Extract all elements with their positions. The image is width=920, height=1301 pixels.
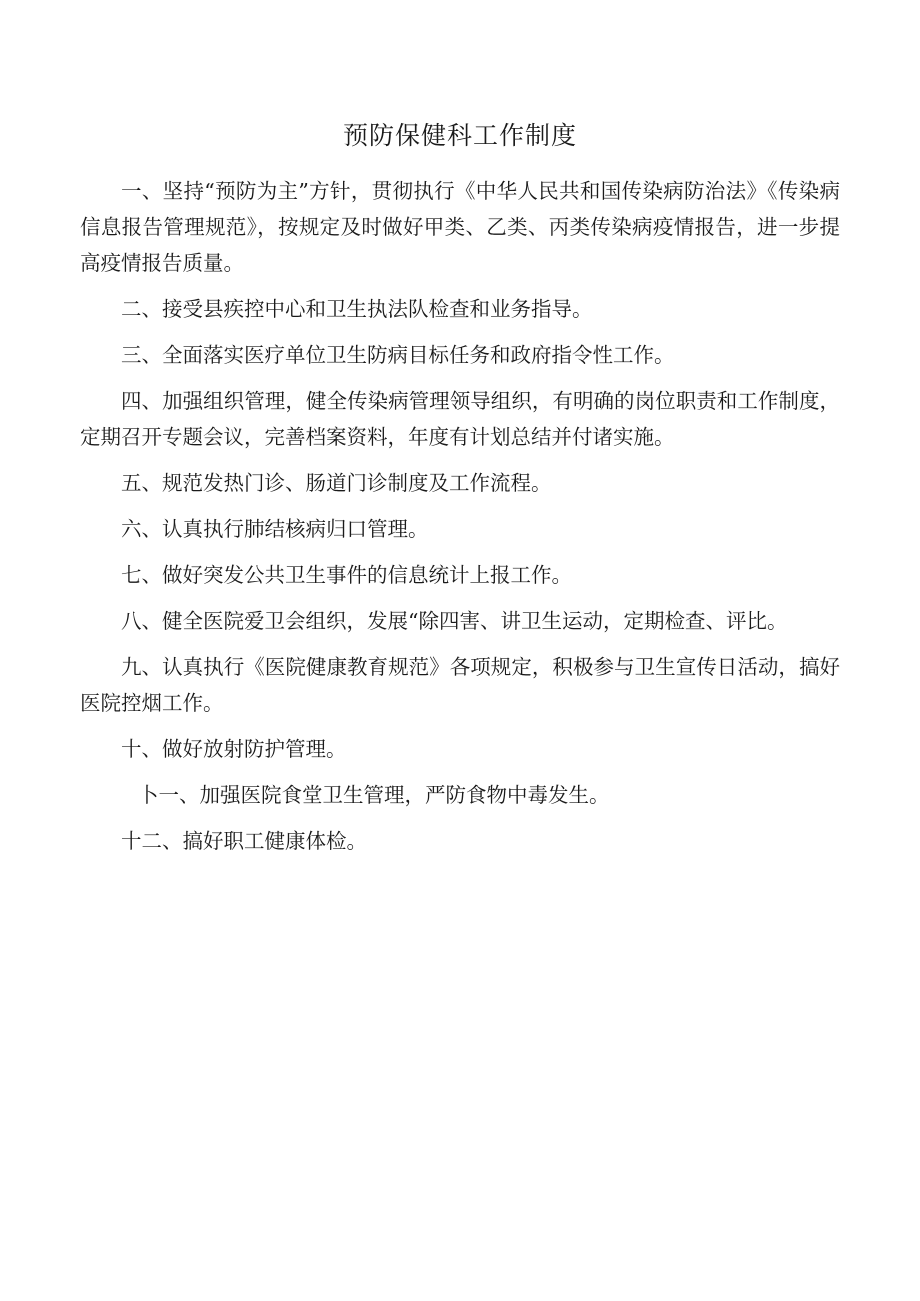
paragraph-2: 二、接受县疾控中心和卫生执法队检查和业务指导。 xyxy=(121,297,593,321)
paragraph-4: 四、加强组织管理，健全传染病管理领导组织，有明确的岗位职责和工作制度，定期召开专题会议，完善档案资料，年度有计划总结并付诸实施。 xyxy=(80,389,840,449)
document-title: 预防保健科工作制度 xyxy=(342,121,577,150)
paragraph-8: 八、健全医院爱卫会组织，发展“除四害、讲卫生运动，定期检查、评比。 xyxy=(121,609,788,633)
paragraph-1: 一、坚持“预防为主”方针，贯彻执行《中华人民共和国传染病防治法》《传染病信息报告管理规范》，按规定及时做好甲类、乙类、丙类传染病疫情报告，进一步提高疫情报告质量。 xyxy=(80,179,840,275)
paragraph-12: 十二、搞好职工健康体检。 xyxy=(121,829,367,853)
paragraph-3: 三、全面落实医疗单位卫生防病目标任务和政府指令性工作。 xyxy=(121,343,675,367)
document-body xyxy=(80,173,840,869)
paragraph-6: 六、认真执行肺结核病归口管理。 xyxy=(121,517,429,541)
paragraph-7: 七、做好突发公共卫生事件的信息统计上报工作。 xyxy=(121,563,572,587)
paragraph-10: 十、做好放射防护管理。 xyxy=(121,737,347,761)
paragraph-5: 五、规范发热门诊、肠道门诊制度及工作流程。 xyxy=(121,471,552,495)
paragraph-11: 卜一、加强医院食堂卫生管理，严防食物中毒发生。 xyxy=(138,783,610,807)
paragraph-9: 九、认真执行《医院健康教育规范》各项规定，积极参与卫生宣传日活动，搞好医院控烟工作。 xyxy=(80,655,840,715)
